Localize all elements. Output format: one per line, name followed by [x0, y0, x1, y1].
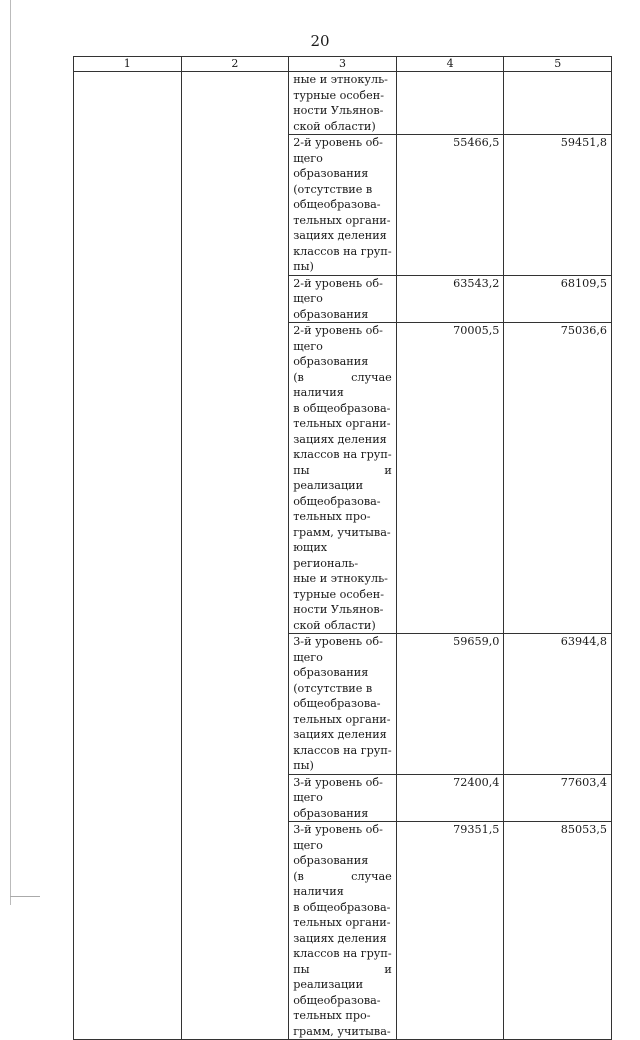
budget-table — [73, 56, 612, 1040]
education-level-description: 2-й уровень об- щего образования (в случае наличия в общеобразова- тельных органи- зациях деления классов на груп- пы и реализации общеобразова- тельных про- грамм, учитыва- ющих региональ- ные и этнокуль- турные особен- ности Ульянов- ской области) — [289, 323, 397, 634]
education-level-description: 2-й уровень об- щего образования (отсутствие в общеобразова- тельных органи- зациях деления классов на груп- пы) — [289, 135, 397, 276]
value-column-5: 75036,6 — [504, 323, 612, 634]
education-level-description: 3-й уровень об- щего образования (отсутствие в общеобразова- тельных органи- зациях деления классов на груп- пы) — [289, 634, 397, 775]
value-column-5: 68109,5 — [504, 275, 612, 323]
scan-edge-mark — [10, 896, 40, 897]
value-column-5: 85053,5 — [504, 822, 612, 1040]
scan-margin-line — [10, 0, 11, 905]
column-header-3: 3 — [289, 57, 397, 72]
value-column-4: 72400,4 — [396, 774, 504, 822]
column-header-4: 4 — [396, 57, 504, 72]
education-level-description: 2-й уровень об- щего образования — [289, 275, 397, 323]
column-1-cell — [74, 72, 182, 1040]
value-column-4: 70005,5 — [396, 323, 504, 634]
value-column-5: 59451,8 — [504, 135, 612, 276]
column-header-5: 5 — [504, 57, 612, 72]
value-column-5: 77603,4 — [504, 774, 612, 822]
column-header-1: 1 — [74, 57, 182, 72]
table-row — [74, 72, 612, 135]
table-header-row — [74, 57, 612, 72]
value-column-4: 55466,5 — [396, 135, 504, 276]
education-level-description: ные и этнокуль- турные особен- ности Ульянов- ской области) — [289, 72, 397, 135]
value-column-4: 59659,0 — [396, 634, 504, 775]
education-level-description: 3-й уровень об- щего образования (в случае наличия в общеобразова- тельных органи- зациях деления классов на груп- пы и реализации общеобразова- тельных про- грамм, учитыва- — [289, 822, 397, 1040]
value-column-5 — [504, 72, 612, 135]
value-column-4: 79351,5 — [396, 822, 504, 1040]
column-2-cell — [181, 72, 289, 1040]
column-header-2: 2 — [181, 57, 289, 72]
value-column-4: 63543,2 — [396, 275, 504, 323]
value-column-5: 63944,8 — [504, 634, 612, 775]
value-column-4 — [396, 72, 504, 135]
education-level-description: 3-й уровень об- щего образования — [289, 774, 397, 822]
page-number: 20 — [310, 32, 330, 50]
